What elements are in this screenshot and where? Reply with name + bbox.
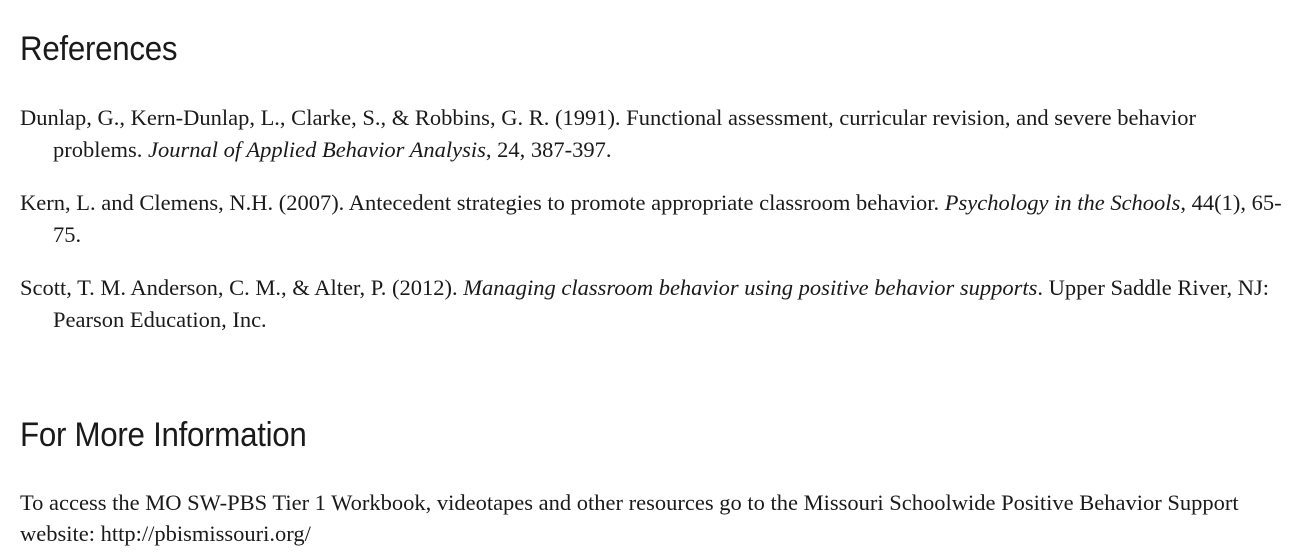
reference-journal: Journal of Applied Behavior Analysis bbox=[148, 137, 486, 162]
reference-text: Dunlap, G., Kern-Dunlap, L., Clarke, S., & Robbins, G. R. (1991). Functional assessment, curricular revision, and severe behavior problems. bbox=[20, 105, 1196, 162]
reference-list bbox=[20, 102, 1282, 357]
reference-details: . Upper Saddle River, NJ: Pearson Education, Inc. bbox=[53, 275, 1269, 332]
references-heading: References bbox=[20, 30, 178, 68]
reference-item bbox=[20, 272, 1282, 336]
reference-details: , 44(1), 65-75. bbox=[53, 190, 1282, 247]
reference-text: Kern, L. and Clemens, N.H. (2007). Antecedent strategies to promote appropriate classroom behavior. bbox=[20, 190, 945, 215]
more-info-heading: For More Information bbox=[20, 416, 307, 454]
reference-text: Scott, T. M. Anderson, C. M., & Alter, P. (2012). bbox=[20, 275, 464, 300]
more-info-paragraph: To access the MO SW-PBS Tier 1 Workbook, videotapes and other resources go to the Missouri Schoolwide Positive Behavior Support website: http://pbismissouri.org/ bbox=[20, 490, 1239, 546]
reference-book-title: Managing classroom behavior using positive behavior supports bbox=[463, 275, 1038, 300]
reference-item bbox=[20, 187, 1282, 251]
reference-details: , 24, 387-397. bbox=[485, 137, 612, 162]
reference-journal: Psychology in the Schools bbox=[944, 190, 1181, 215]
reference-item bbox=[20, 102, 1282, 166]
